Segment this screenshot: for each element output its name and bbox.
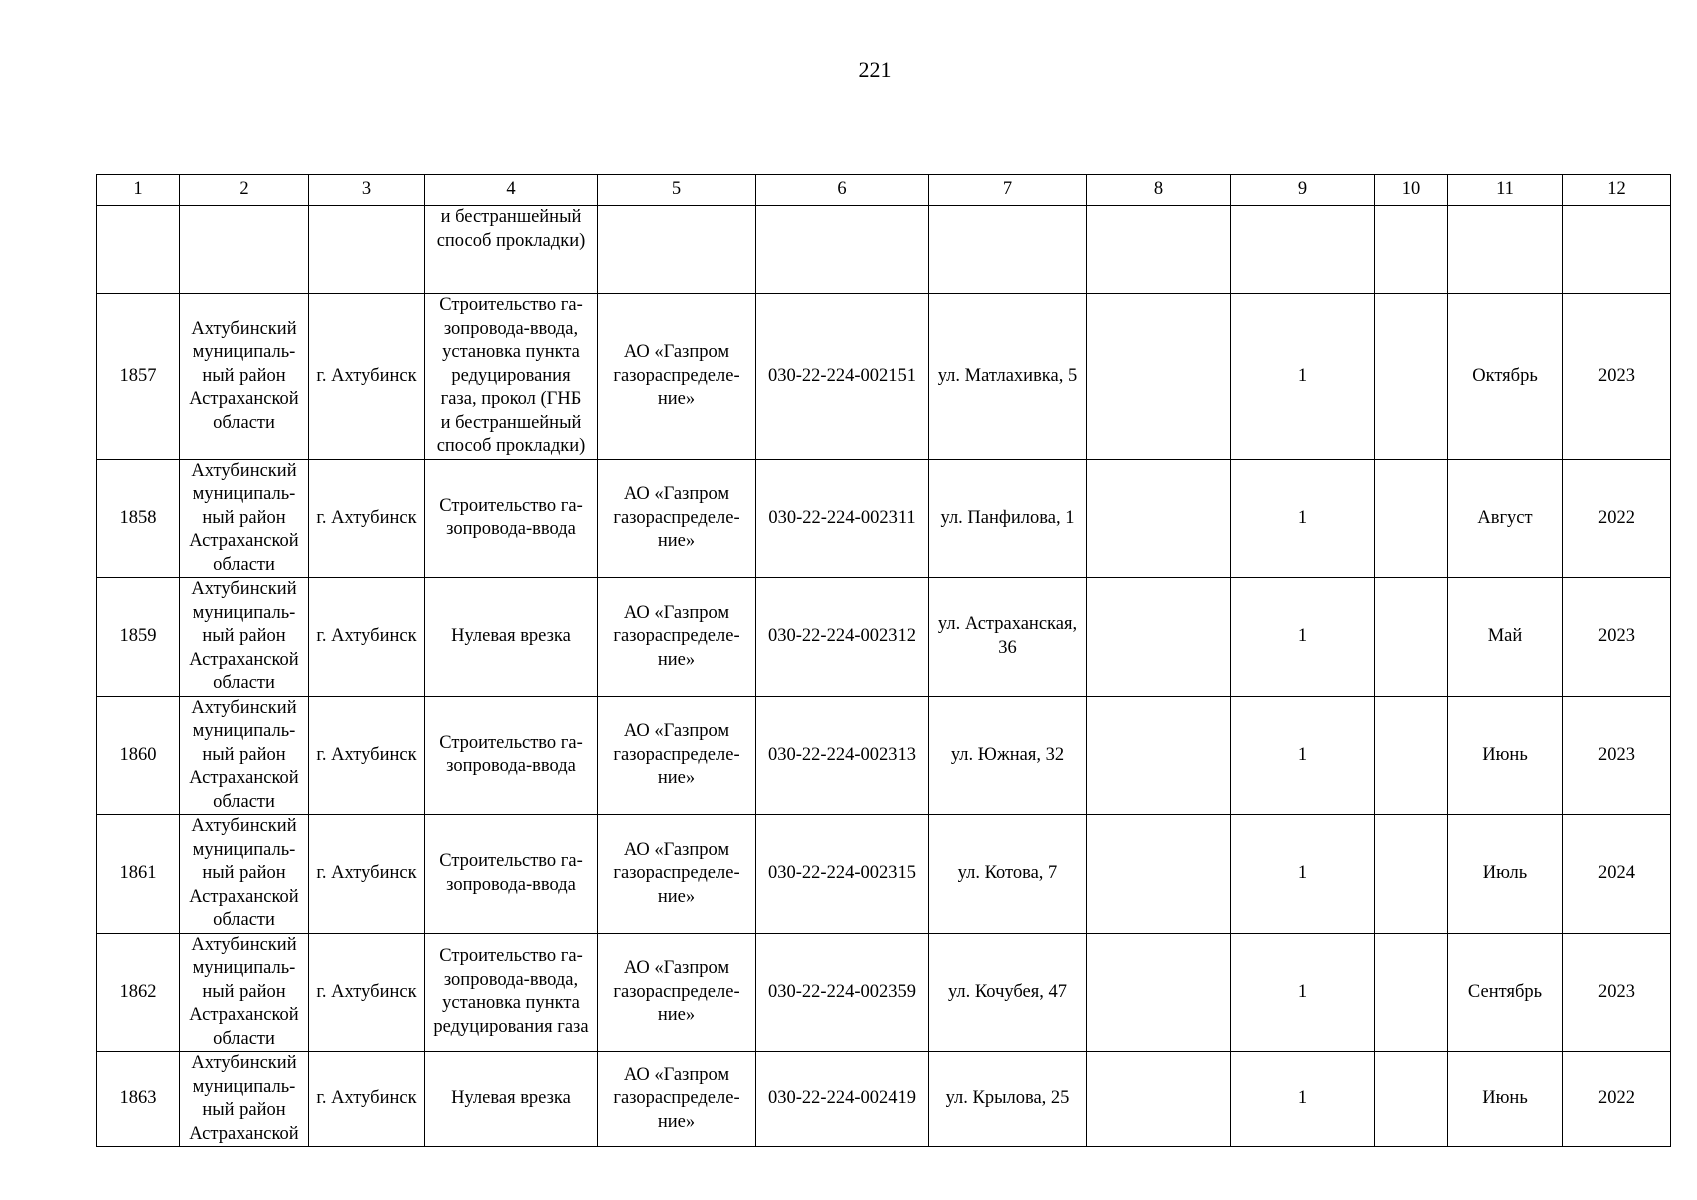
year-cell: 2022 [1563,1052,1671,1147]
address-cell: ул. Астраханская, 36 [929,578,1087,697]
work-description-cell: Строительство га- зопровода-ввода, установка пункта редуцирования газа [425,933,598,1052]
district-cell: Ахтубинский муниципаль- ный район Астраханской [180,1052,309,1147]
organization-cell: АО «Газпром газораспределе- ние» [598,815,756,934]
object-code-cell: 030-22-224-002313 [756,696,929,815]
column-number-row [97,175,1671,206]
continuation-row [97,206,1671,294]
column-8-cell [1087,459,1231,578]
table-row [97,696,1671,815]
column-8-cell [1087,696,1231,815]
address-cell: ул. Матлахивка, 5 [929,294,1087,460]
district-cell: Ахтубинский муниципаль- ный район Астраханской области [180,933,309,1052]
city-cell: г. Ахтубинск [309,459,425,578]
row-number-cell: 1862 [97,933,180,1052]
address-cell: ул. Котова, 7 [929,815,1087,934]
table-row [97,933,1671,1052]
organization-cell: АО «Газпром газораспределе- ние» [598,696,756,815]
month-cell: Июль [1448,815,1563,934]
object-code-cell: 030-22-224-002419 [756,1052,929,1147]
column-header: 9 [1231,175,1375,206]
table-row [97,459,1671,578]
district-cell: Ахтубинский муниципаль- ный район Астраханской области [180,459,309,578]
column-header: 4 [425,175,598,206]
quantity-cell: 1 [1231,459,1375,578]
year-cell: 2022 [1563,459,1671,578]
row-number-cell: 1857 [97,294,180,460]
object-code-cell: 030-22-224-002311 [756,459,929,578]
address-cell: ул. Южная, 32 [929,696,1087,815]
month-cell: Октябрь [1448,294,1563,460]
city-cell: г. Ахтубинск [309,578,425,697]
year-cell: 2023 [1563,696,1671,815]
work-description-cell: Строительство га- зопровода-ввода, установка пункта редуцирования газа, прокол (ГНБ и бестраншейный способ прокладки) [425,294,598,460]
column-10-cell [1375,933,1448,1052]
month-cell: Июнь [1448,1052,1563,1147]
year-cell: 2023 [1563,578,1671,697]
row-number-cell: 1858 [97,459,180,578]
table-row [97,578,1671,697]
object-code-cell: 030-22-224-002151 [756,294,929,460]
organization-cell: АО «Газпром газораспределе- ние» [598,459,756,578]
work-description-cell: Нулевая врезка [425,578,598,697]
row-number-cell: 1863 [97,1052,180,1147]
address-cell: ул. Панфилова, 1 [929,459,1087,578]
object-code-cell: 030-22-224-002359 [756,933,929,1052]
gas-pipeline-table [96,174,1671,1147]
column-header: 3 [309,175,425,206]
month-cell: Май [1448,578,1563,697]
column-header: 5 [598,175,756,206]
quantity-cell: 1 [1231,1052,1375,1147]
district-cell: Ахтубинский муниципаль- ный район Астраханской области [180,696,309,815]
table-row [97,294,1671,460]
organization-cell: АО «Газпром газораспределе- ние» [598,578,756,697]
column-header: 11 [1448,175,1563,206]
column-header: 6 [756,175,929,206]
quantity-cell: 1 [1231,578,1375,697]
year-cell: 2023 [1563,294,1671,460]
column-10-cell [1375,696,1448,815]
city-cell: г. Ахтубинск [309,933,425,1052]
year-cell: 2024 [1563,815,1671,934]
column-8-cell [1087,815,1231,934]
column-header: 1 [97,175,180,206]
quantity-cell: 1 [1231,815,1375,934]
column-8-cell [1087,933,1231,1052]
column-header: 10 [1375,175,1448,206]
month-cell: Сентябрь [1448,933,1563,1052]
city-cell: г. Ахтубинск [309,294,425,460]
work-description-cell: Строительство га- зопровода-ввода [425,815,598,934]
row-number-cell: 1860 [97,696,180,815]
month-cell: Июнь [1448,696,1563,815]
work-description-cell: Строительство га- зопровода-ввода [425,696,598,815]
month-cell: Август [1448,459,1563,578]
address-cell: ул. Крылова, 25 [929,1052,1087,1147]
district-cell: Ахтубинский муниципаль- ный район Астраханской области [180,815,309,934]
row-number-cell: 1861 [97,815,180,934]
object-code-cell: 030-22-224-002312 [756,578,929,697]
work-description-cell: и бестраншейный способ прокладки) [425,206,598,294]
column-10-cell [1375,578,1448,697]
page-number: 221 [858,57,892,82]
object-code-cell: 030-22-224-002315 [756,815,929,934]
quantity-cell: 1 [1231,933,1375,1052]
column-10-cell [1375,815,1448,934]
column-header: 7 [929,175,1087,206]
quantity-cell: 1 [1231,696,1375,815]
column-header: 2 [180,175,309,206]
table-row [97,815,1671,934]
column-10-cell [1375,459,1448,578]
city-cell: г. Ахтубинск [309,815,425,934]
column-8-cell [1087,294,1231,460]
year-cell: 2023 [1563,933,1671,1052]
column-8-cell [1087,1052,1231,1147]
column-header: 8 [1087,175,1231,206]
column-header: 12 [1563,175,1671,206]
district-cell: Ахтубинский муниципаль- ный район Астраханской области [180,294,309,460]
work-description-cell: Строительство га- зопровода-ввода [425,459,598,578]
quantity-cell: 1 [1231,294,1375,460]
column-10-cell [1375,1052,1448,1147]
work-description-cell: Нулевая врезка [425,1052,598,1147]
table-row [97,1052,1671,1147]
row-number-cell: 1859 [97,578,180,697]
address-cell: ул. Кочубея, 47 [929,933,1087,1052]
column-10-cell [1375,294,1448,460]
organization-cell: АО «Газпром газораспределе- ние» [598,933,756,1052]
city-cell: г. Ахтубинск [309,696,425,815]
organization-cell: АО «Газпром газораспределе- ние» [598,294,756,460]
column-8-cell [1087,578,1231,697]
district-cell: Ахтубинский муниципаль- ный район Астраханской области [180,578,309,697]
city-cell: г. Ахтубинск [309,1052,425,1147]
organization-cell: АО «Газпром газораспределе- ние» [598,1052,756,1147]
